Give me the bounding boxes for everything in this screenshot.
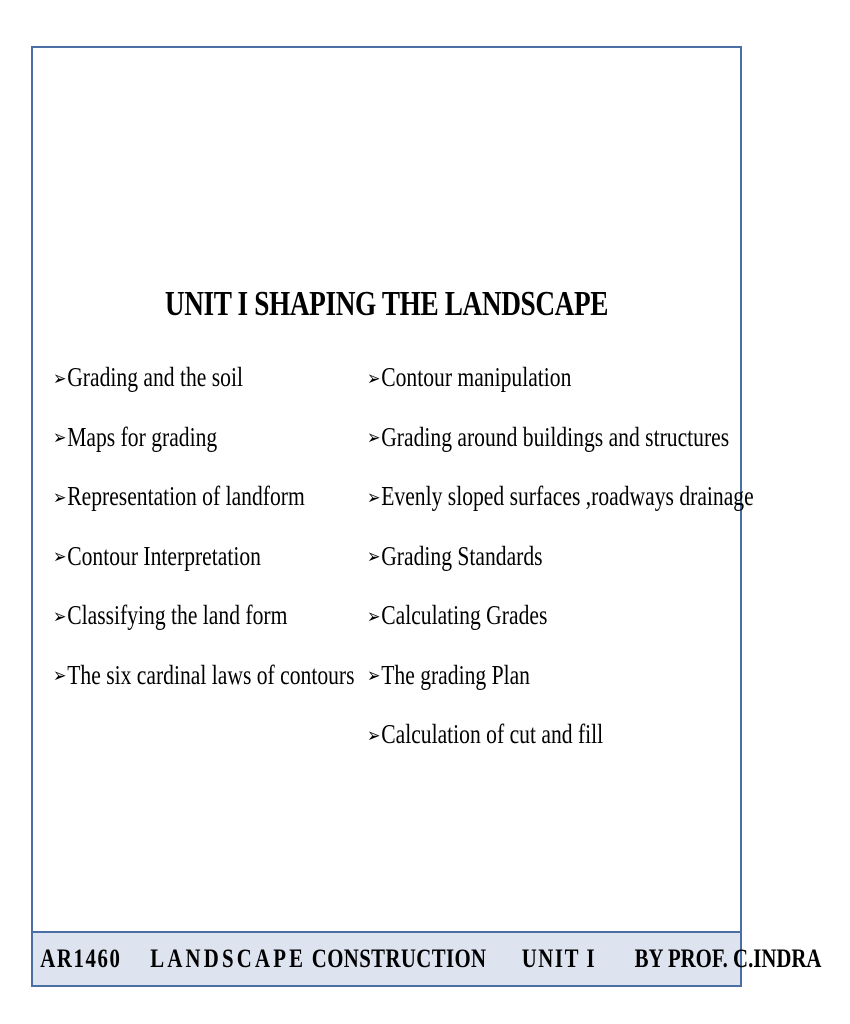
list-item [367, 348, 754, 408]
arrow-bullet-icon: ➢ [53, 484, 67, 509]
slide-frame [31, 46, 754, 987]
topic-text: The six cardinal laws of contours [67, 659, 355, 690]
topic-text: Contour manipulation [381, 362, 572, 393]
topic-text: Maps for grading [67, 421, 218, 452]
list-item [53, 348, 355, 408]
author-credit: BY PROF. C.INDRA [634, 944, 822, 973]
arrow-bullet-icon: ➢ [367, 663, 381, 688]
course-code: AR1460 [40, 944, 122, 973]
list-item [53, 527, 355, 587]
arrow-bullet-icon: ➢ [367, 365, 381, 390]
arrow-bullet-icon: ➢ [53, 365, 67, 390]
list-item [53, 586, 355, 646]
topic-text: Calculating Grades [381, 600, 548, 631]
arrow-bullet-icon: ➢ [367, 722, 381, 747]
footer-content [33, 944, 821, 974]
right-topic-list [367, 348, 850, 765]
list-item [367, 408, 754, 468]
arrow-bullet-icon: ➢ [53, 425, 67, 450]
topic-text: Classifying the land form [67, 600, 288, 631]
arrow-bullet-icon: ➢ [53, 603, 67, 628]
slide-footer [31, 931, 822, 987]
list-item [367, 705, 754, 765]
unit-label: UNIT I [521, 944, 597, 973]
arrow-bullet-icon: ➢ [367, 544, 381, 569]
arrow-bullet-icon: ➢ [53, 544, 67, 569]
arrow-bullet-icon: ➢ [53, 663, 67, 688]
topic-text: Calculation of cut and fill [381, 719, 604, 750]
list-item [367, 646, 754, 706]
list-item [53, 467, 355, 527]
arrow-bullet-icon: ➢ [367, 603, 381, 628]
topic-text: Grading and the soil [67, 362, 243, 393]
list-item [53, 646, 355, 706]
course-name-second-word: CONSTRUCTION [311, 944, 487, 973]
list-item [367, 586, 754, 646]
topic-text: Contour Interpretation [67, 540, 261, 571]
topic-text: Grading Standards [381, 540, 543, 571]
topic-text: Representation of landform [67, 481, 305, 512]
slide-title: UNIT I SHAPING THE LANDSCAPE [164, 284, 609, 323]
course-name-first-word: LANDSCAPE [150, 944, 307, 973]
arrow-bullet-icon: ➢ [367, 425, 381, 450]
topic-text: Evenly sloped surfaces ,roadways drainage [381, 481, 754, 512]
topic-text: Grading around buildings and structures [381, 421, 730, 452]
list-item [53, 408, 355, 468]
list-item [367, 467, 754, 527]
arrow-bullet-icon: ➢ [367, 484, 381, 509]
list-item [367, 527, 754, 587]
course-name [150, 944, 486, 974]
topic-text: The grading Plan [381, 659, 530, 690]
